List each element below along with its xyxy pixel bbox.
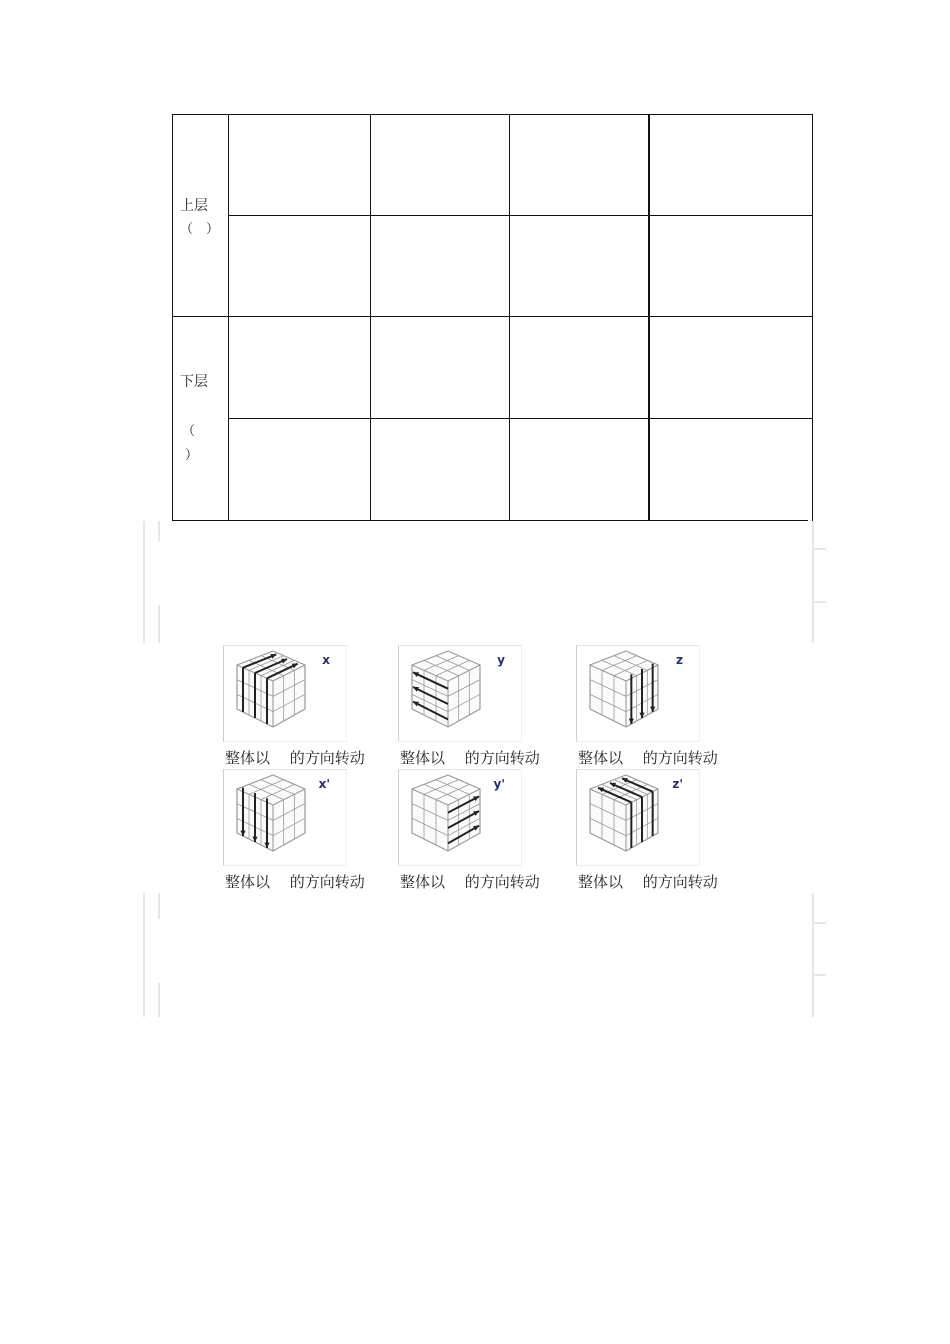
rotation-tag: x — [322, 653, 330, 667]
lower-layer-paren-open: （ — [182, 424, 196, 439]
rotation-figure-2 — [398, 645, 523, 742]
layer-table — [172, 114, 813, 521]
table-col-line — [509, 114, 510, 521]
rotation-tag: z' — [672, 777, 683, 791]
rotation-tag: z — [676, 653, 683, 667]
table-col-line — [648, 114, 650, 521]
scan-artifact — [812, 548, 826, 550]
rotation-figure-3 — [576, 645, 701, 742]
table-border-top — [172, 114, 813, 115]
table-row-line — [172, 316, 813, 317]
scan-artifact — [812, 922, 826, 924]
cube-outline — [412, 651, 480, 727]
rotation-caption: 整体以 的方向转动 — [578, 873, 718, 891]
rotation-figure-1 — [223, 645, 348, 742]
table-row-line — [228, 215, 813, 216]
rotation-caption: 整体以 的方向转动 — [578, 749, 718, 767]
scan-artifact — [812, 893, 814, 1017]
lower-layer-paren-close: ） — [185, 448, 199, 463]
table-border-bottom — [172, 520, 808, 521]
table-row-line — [228, 418, 813, 419]
rotation-tag: x' — [318, 777, 330, 791]
lower-layer-label: 下层 — [180, 374, 208, 390]
table-col-line — [370, 114, 371, 521]
rotation-caption: 整体以 的方向转动 — [400, 873, 540, 891]
cube-outline — [590, 651, 658, 727]
rotation-caption: 整体以 的方向转动 — [400, 749, 540, 767]
cube-outline — [412, 775, 480, 851]
scan-artifact — [812, 601, 826, 603]
scan-artifact — [158, 605, 160, 643]
scan-artifact — [143, 521, 145, 643]
cube-outline — [237, 775, 305, 851]
rotation-tag: y — [497, 653, 505, 667]
upper-layer-label: 上层 — [180, 198, 208, 214]
scan-artifact — [158, 983, 160, 1017]
rotation-figure-4 — [223, 769, 348, 866]
table-border-left — [172, 114, 173, 521]
scan-artifact — [158, 893, 160, 919]
cube-outline — [590, 775, 658, 851]
cube-outline — [237, 651, 305, 727]
scan-artifact — [812, 521, 814, 643]
scan-artifact — [158, 521, 160, 541]
rotation-figure-6 — [576, 769, 701, 866]
scan-artifact — [143, 893, 145, 1017]
table-col-line — [228, 114, 229, 521]
rotation-tag: y' — [493, 777, 505, 791]
upper-layer-paren: （ ） — [180, 222, 220, 237]
rotation-figure-5 — [398, 769, 523, 866]
rotation-caption: 整体以 的方向转动 — [225, 749, 365, 767]
table-border-right — [812, 114, 813, 521]
scan-artifact — [812, 974, 826, 976]
rotation-caption: 整体以 的方向转动 — [225, 873, 365, 891]
